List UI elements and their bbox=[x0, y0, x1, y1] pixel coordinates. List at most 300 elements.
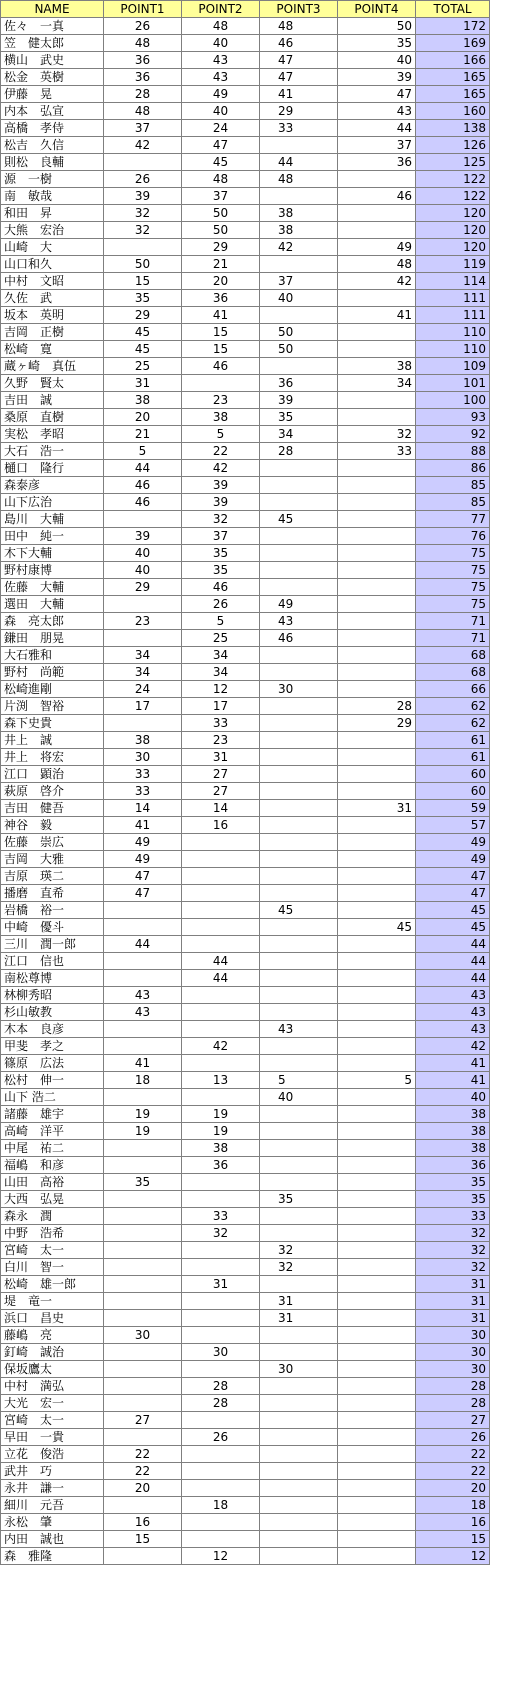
cell-point1: 42 bbox=[104, 137, 182, 154]
cell-point1: 47 bbox=[104, 885, 182, 902]
table-row bbox=[1, 698, 490, 715]
table-row bbox=[1, 664, 490, 681]
cell-point4 bbox=[338, 171, 416, 188]
cell-total: 75 bbox=[416, 545, 490, 562]
cell-point1 bbox=[104, 1157, 182, 1174]
cell-point2 bbox=[182, 1463, 260, 1480]
cell-point1 bbox=[104, 919, 182, 936]
cell-point2: 41 bbox=[182, 307, 260, 324]
cell-total: 62 bbox=[416, 715, 490, 732]
cell-point3 bbox=[260, 1157, 338, 1174]
table-row bbox=[1, 817, 490, 834]
cell-point4 bbox=[338, 732, 416, 749]
cell-total: 43 bbox=[416, 1021, 490, 1038]
cell-total: 62 bbox=[416, 698, 490, 715]
cell-point4 bbox=[338, 545, 416, 562]
table-row bbox=[1, 1106, 490, 1123]
cell-total: 61 bbox=[416, 749, 490, 766]
table-row bbox=[1, 783, 490, 800]
cell-point4 bbox=[338, 783, 416, 800]
cell-total: 100 bbox=[416, 392, 490, 409]
cell-total: 28 bbox=[416, 1395, 490, 1412]
cell-total: 32 bbox=[416, 1242, 490, 1259]
cell-name: 江口 顕治 bbox=[1, 766, 104, 783]
cell-total: 126 bbox=[416, 137, 490, 154]
cell-point1: 14 bbox=[104, 800, 182, 817]
table-row bbox=[1, 1480, 490, 1497]
cell-total: 16 bbox=[416, 1514, 490, 1531]
cell-point1: 22 bbox=[104, 1463, 182, 1480]
table-row bbox=[1, 426, 490, 443]
cell-point2: 33 bbox=[182, 715, 260, 732]
cell-point3 bbox=[260, 715, 338, 732]
table-row bbox=[1, 375, 490, 392]
cell-point3 bbox=[260, 647, 338, 664]
cell-point3: 42 bbox=[260, 239, 338, 256]
table-row bbox=[1, 613, 490, 630]
cell-point2: 26 bbox=[182, 1429, 260, 1446]
cell-point4 bbox=[338, 477, 416, 494]
cell-total: 57 bbox=[416, 817, 490, 834]
cell-total: 111 bbox=[416, 307, 490, 324]
cell-point2: 19 bbox=[182, 1106, 260, 1123]
cell-point3 bbox=[260, 1395, 338, 1412]
cell-point4 bbox=[338, 970, 416, 987]
table-row bbox=[1, 1293, 490, 1310]
cell-point1: 36 bbox=[104, 52, 182, 69]
cell-point3: 28 bbox=[260, 443, 338, 460]
cell-point3: 32 bbox=[260, 1259, 338, 1276]
cell-point4: 38 bbox=[338, 358, 416, 375]
cell-point1: 49 bbox=[104, 851, 182, 868]
cell-total: 68 bbox=[416, 647, 490, 664]
cell-point1: 46 bbox=[104, 477, 182, 494]
cell-point2: 50 bbox=[182, 222, 260, 239]
cell-point2: 12 bbox=[182, 681, 260, 698]
table-row bbox=[1, 494, 490, 511]
cell-name: 甲斐 孝之 bbox=[1, 1038, 104, 1055]
cell-point1 bbox=[104, 1089, 182, 1106]
cell-point2: 5 bbox=[182, 613, 260, 630]
cell-name: 伊藤 晃 bbox=[1, 86, 104, 103]
table-row bbox=[1, 52, 490, 69]
cell-point2: 5 bbox=[182, 426, 260, 443]
cell-point3: 34 bbox=[260, 426, 338, 443]
cell-point3 bbox=[260, 1378, 338, 1395]
cell-total: 31 bbox=[416, 1310, 490, 1327]
cell-point2: 23 bbox=[182, 732, 260, 749]
table-row bbox=[1, 970, 490, 987]
cell-name: 早田 一貴 bbox=[1, 1429, 104, 1446]
cell-point2 bbox=[182, 1259, 260, 1276]
cell-point3: 31 bbox=[260, 1310, 338, 1327]
cell-point4 bbox=[338, 460, 416, 477]
cell-point2: 43 bbox=[182, 52, 260, 69]
cell-point2 bbox=[182, 902, 260, 919]
cell-name: 高橋 孝侍 bbox=[1, 120, 104, 137]
cell-total: 35 bbox=[416, 1174, 490, 1191]
cell-point2: 21 bbox=[182, 256, 260, 273]
cell-point1: 34 bbox=[104, 664, 182, 681]
cell-total: 30 bbox=[416, 1361, 490, 1378]
cell-point2: 18 bbox=[182, 1497, 260, 1514]
cell-point1 bbox=[104, 970, 182, 987]
table-row bbox=[1, 562, 490, 579]
cell-name: 内本 弘宣 bbox=[1, 103, 104, 120]
cell-point4 bbox=[338, 1140, 416, 1157]
cell-name: 萩原 啓介 bbox=[1, 783, 104, 800]
cell-total: 71 bbox=[416, 613, 490, 630]
cell-point1: 43 bbox=[104, 987, 182, 1004]
cell-name: 大光 宏一 bbox=[1, 1395, 104, 1412]
cell-point4 bbox=[338, 1004, 416, 1021]
cell-point2: 30 bbox=[182, 1344, 260, 1361]
cell-point1: 34 bbox=[104, 647, 182, 664]
cell-point1 bbox=[104, 511, 182, 528]
cell-point1: 29 bbox=[104, 579, 182, 596]
cell-point3 bbox=[260, 783, 338, 800]
cell-point4 bbox=[338, 562, 416, 579]
cell-name: 森永 潤 bbox=[1, 1208, 104, 1225]
cell-point4 bbox=[338, 613, 416, 630]
cell-point2 bbox=[182, 987, 260, 1004]
cell-point2: 35 bbox=[182, 562, 260, 579]
cell-total: 85 bbox=[416, 477, 490, 494]
cell-point4 bbox=[338, 953, 416, 970]
table-row bbox=[1, 1072, 490, 1089]
header-point3: POINT3 bbox=[260, 1, 338, 18]
cell-name: 山口和久 bbox=[1, 256, 104, 273]
cell-point4 bbox=[338, 1242, 416, 1259]
cell-point2: 44 bbox=[182, 953, 260, 970]
cell-point2: 32 bbox=[182, 511, 260, 528]
cell-point3 bbox=[260, 1446, 338, 1463]
cell-point4 bbox=[338, 1412, 416, 1429]
cell-point4 bbox=[338, 868, 416, 885]
cell-point3 bbox=[260, 800, 338, 817]
cell-total: 30 bbox=[416, 1327, 490, 1344]
cell-point1: 15 bbox=[104, 1531, 182, 1548]
cell-point3: 29 bbox=[260, 103, 338, 120]
cell-total: 60 bbox=[416, 766, 490, 783]
cell-name: 中村 文昭 bbox=[1, 273, 104, 290]
table-row bbox=[1, 1395, 490, 1412]
cell-total: 120 bbox=[416, 239, 490, 256]
cell-point3 bbox=[260, 188, 338, 205]
cell-point3 bbox=[260, 749, 338, 766]
cell-name: 源 一樹 bbox=[1, 171, 104, 188]
cell-point2 bbox=[182, 1514, 260, 1531]
table-row bbox=[1, 1208, 490, 1225]
cell-point3 bbox=[260, 851, 338, 868]
cell-point4: 42 bbox=[338, 273, 416, 290]
table-row bbox=[1, 1174, 490, 1191]
cell-name: 実松 孝昭 bbox=[1, 426, 104, 443]
cell-point3: 46 bbox=[260, 630, 338, 647]
cell-name: 蔵ヶ崎 真伍 bbox=[1, 358, 104, 375]
cell-total: 45 bbox=[416, 902, 490, 919]
cell-point4: 37 bbox=[338, 137, 416, 154]
cell-total: 22 bbox=[416, 1463, 490, 1480]
table-row bbox=[1, 1361, 490, 1378]
cell-point1: 48 bbox=[104, 103, 182, 120]
cell-point3 bbox=[260, 868, 338, 885]
cell-point4: 41 bbox=[338, 307, 416, 324]
cell-point4 bbox=[338, 1038, 416, 1055]
cell-total: 120 bbox=[416, 205, 490, 222]
cell-name: 井上 将宏 bbox=[1, 749, 104, 766]
cell-point1: 50 bbox=[104, 256, 182, 273]
cell-total: 41 bbox=[416, 1072, 490, 1089]
cell-point4 bbox=[338, 1446, 416, 1463]
cell-total: 31 bbox=[416, 1293, 490, 1310]
table-row bbox=[1, 868, 490, 885]
cell-point1: 19 bbox=[104, 1106, 182, 1123]
table-row bbox=[1, 1038, 490, 1055]
cell-point3: 31 bbox=[260, 1293, 338, 1310]
cell-point1: 45 bbox=[104, 341, 182, 358]
cell-total: 92 bbox=[416, 426, 490, 443]
cell-point2: 39 bbox=[182, 477, 260, 494]
cell-point1: 35 bbox=[104, 1174, 182, 1191]
cell-name: 中野 浩希 bbox=[1, 1225, 104, 1242]
table-row bbox=[1, 358, 490, 375]
table-row bbox=[1, 715, 490, 732]
cell-name: 野村 尚範 bbox=[1, 664, 104, 681]
table-row bbox=[1, 766, 490, 783]
cell-name: 佐藤 大輔 bbox=[1, 579, 104, 596]
cell-point4: 45 bbox=[338, 919, 416, 936]
cell-point3 bbox=[260, 256, 338, 273]
cell-point3: 40 bbox=[260, 1089, 338, 1106]
cell-point4 bbox=[338, 834, 416, 851]
cell-name: 久野 賢太 bbox=[1, 375, 104, 392]
cell-name: 宮崎 太一 bbox=[1, 1242, 104, 1259]
table-row bbox=[1, 1225, 490, 1242]
cell-point2: 27 bbox=[182, 783, 260, 800]
cell-point2: 45 bbox=[182, 154, 260, 171]
cell-point4 bbox=[338, 528, 416, 545]
cell-point4: 33 bbox=[338, 443, 416, 460]
cell-point3: 37 bbox=[260, 273, 338, 290]
cell-point1: 20 bbox=[104, 409, 182, 426]
cell-point2 bbox=[182, 1021, 260, 1038]
cell-point1 bbox=[104, 1429, 182, 1446]
cell-point4 bbox=[338, 290, 416, 307]
cell-point1: 5 bbox=[104, 443, 182, 460]
cell-point2 bbox=[182, 851, 260, 868]
cell-point1: 28 bbox=[104, 86, 182, 103]
cell-point4 bbox=[338, 885, 416, 902]
cell-name: 吉田 誠 bbox=[1, 392, 104, 409]
cell-point4: 43 bbox=[338, 103, 416, 120]
cell-total: 165 bbox=[416, 86, 490, 103]
cell-point3 bbox=[260, 1038, 338, 1055]
cell-point2 bbox=[182, 1310, 260, 1327]
table-row bbox=[1, 409, 490, 426]
cell-name: 武井 巧 bbox=[1, 1463, 104, 1480]
cell-point4: 39 bbox=[338, 69, 416, 86]
table-row bbox=[1, 1446, 490, 1463]
cell-point3: 47 bbox=[260, 52, 338, 69]
cell-point3 bbox=[260, 477, 338, 494]
cell-total: 77 bbox=[416, 511, 490, 528]
cell-point1 bbox=[104, 1140, 182, 1157]
cell-total: 172 bbox=[416, 18, 490, 35]
cell-total: 138 bbox=[416, 120, 490, 137]
cell-point4: 40 bbox=[338, 52, 416, 69]
cell-name: 佐藤 崇広 bbox=[1, 834, 104, 851]
cell-point1 bbox=[104, 239, 182, 256]
table-row bbox=[1, 1327, 490, 1344]
table-row bbox=[1, 1514, 490, 1531]
cell-point3 bbox=[260, 460, 338, 477]
cell-name: 中崎 優斗 bbox=[1, 919, 104, 936]
table-row bbox=[1, 749, 490, 766]
cell-point2: 40 bbox=[182, 103, 260, 120]
cell-point1: 41 bbox=[104, 1055, 182, 1072]
table-row bbox=[1, 919, 490, 936]
cell-name: 浜口 昌史 bbox=[1, 1310, 104, 1327]
cell-point4: 44 bbox=[338, 120, 416, 137]
cell-point1: 41 bbox=[104, 817, 182, 834]
cell-point3 bbox=[260, 1531, 338, 1548]
cell-point2: 42 bbox=[182, 460, 260, 477]
cell-point4 bbox=[338, 987, 416, 1004]
cell-point2: 39 bbox=[182, 494, 260, 511]
cell-point3 bbox=[260, 817, 338, 834]
table-row bbox=[1, 647, 490, 664]
cell-name: 森 雅隆 bbox=[1, 1548, 104, 1565]
cell-point3: 50 bbox=[260, 324, 338, 341]
cell-point4 bbox=[338, 1310, 416, 1327]
cell-point4 bbox=[338, 205, 416, 222]
cell-point4 bbox=[338, 1395, 416, 1412]
cell-point4 bbox=[338, 1531, 416, 1548]
cell-name: 中尾 祐二 bbox=[1, 1140, 104, 1157]
cell-point1: 49 bbox=[104, 834, 182, 851]
cell-name: 大西 弘晃 bbox=[1, 1191, 104, 1208]
cell-point2: 37 bbox=[182, 528, 260, 545]
table-row bbox=[1, 477, 490, 494]
cell-name: 森泰彦 bbox=[1, 477, 104, 494]
cell-point3 bbox=[260, 137, 338, 154]
cell-point4: 50 bbox=[338, 18, 416, 35]
cell-point2: 50 bbox=[182, 205, 260, 222]
cell-name: 森下史貴 bbox=[1, 715, 104, 732]
cell-total: 75 bbox=[416, 579, 490, 596]
cell-point3 bbox=[260, 1497, 338, 1514]
cell-point3 bbox=[260, 936, 338, 953]
cell-total: 26 bbox=[416, 1429, 490, 1446]
cell-point3 bbox=[260, 970, 338, 987]
cell-name: 福嶋 和彦 bbox=[1, 1157, 104, 1174]
table-row bbox=[1, 69, 490, 86]
cell-name: 大石 浩一 bbox=[1, 443, 104, 460]
cell-point3 bbox=[260, 919, 338, 936]
cell-point1: 40 bbox=[104, 545, 182, 562]
cell-point4: 49 bbox=[338, 239, 416, 256]
cell-point2: 48 bbox=[182, 18, 260, 35]
cell-name: 松崎進剛 bbox=[1, 681, 104, 698]
cell-point2 bbox=[182, 1446, 260, 1463]
cell-point1: 35 bbox=[104, 290, 182, 307]
table-row bbox=[1, 681, 490, 698]
cell-total: 110 bbox=[416, 324, 490, 341]
cell-name: 大石雅和 bbox=[1, 647, 104, 664]
cell-point3: 48 bbox=[260, 171, 338, 188]
table-row bbox=[1, 545, 490, 562]
cell-point4 bbox=[338, 1293, 416, 1310]
cell-point3 bbox=[260, 358, 338, 375]
cell-point4 bbox=[338, 1106, 416, 1123]
cell-point3: 33 bbox=[260, 120, 338, 137]
cell-point3 bbox=[260, 1429, 338, 1446]
cell-point1 bbox=[104, 1548, 182, 1565]
cell-point2 bbox=[182, 936, 260, 953]
cell-name: 井上 誠 bbox=[1, 732, 104, 749]
cell-name: 篠原 広法 bbox=[1, 1055, 104, 1072]
cell-point3: 38 bbox=[260, 205, 338, 222]
cell-point2: 17 bbox=[182, 698, 260, 715]
cell-point1: 38 bbox=[104, 392, 182, 409]
cell-point3 bbox=[260, 1327, 338, 1344]
cell-total: 47 bbox=[416, 885, 490, 902]
cell-total: 49 bbox=[416, 834, 490, 851]
cell-point3 bbox=[260, 953, 338, 970]
cell-point3 bbox=[260, 664, 338, 681]
cell-point1 bbox=[104, 1310, 182, 1327]
cell-point4 bbox=[338, 579, 416, 596]
cell-total: 93 bbox=[416, 409, 490, 426]
cell-point4 bbox=[338, 1514, 416, 1531]
cell-name: 保坂鷹太 bbox=[1, 1361, 104, 1378]
cell-point3: 39 bbox=[260, 392, 338, 409]
cell-point4: 31 bbox=[338, 800, 416, 817]
cell-point3: 35 bbox=[260, 409, 338, 426]
cell-point1: 18 bbox=[104, 1072, 182, 1089]
cell-name: 鎌田 朋晃 bbox=[1, 630, 104, 647]
cell-total: 119 bbox=[416, 256, 490, 273]
cell-point4 bbox=[338, 1497, 416, 1514]
cell-point1: 24 bbox=[104, 681, 182, 698]
cell-point3: 50 bbox=[260, 341, 338, 358]
table-row bbox=[1, 1463, 490, 1480]
cell-point2 bbox=[182, 834, 260, 851]
cell-total: 43 bbox=[416, 987, 490, 1004]
cell-point3: 46 bbox=[260, 35, 338, 52]
header-row bbox=[1, 1, 490, 18]
cell-point1: 37 bbox=[104, 120, 182, 137]
cell-point2: 28 bbox=[182, 1395, 260, 1412]
cell-point3 bbox=[260, 1344, 338, 1361]
table-row bbox=[1, 834, 490, 851]
table-row bbox=[1, 953, 490, 970]
cell-point1 bbox=[104, 953, 182, 970]
cell-point3: 32 bbox=[260, 1242, 338, 1259]
cell-point1 bbox=[104, 1021, 182, 1038]
table-row bbox=[1, 1157, 490, 1174]
cell-point3 bbox=[260, 834, 338, 851]
cell-total: 41 bbox=[416, 1055, 490, 1072]
table-row bbox=[1, 528, 490, 545]
cell-total: 44 bbox=[416, 970, 490, 987]
cell-name: 藤嶋 亮 bbox=[1, 1327, 104, 1344]
cell-total: 75 bbox=[416, 596, 490, 613]
cell-total: 44 bbox=[416, 953, 490, 970]
cell-point1: 19 bbox=[104, 1123, 182, 1140]
cell-point1: 29 bbox=[104, 307, 182, 324]
